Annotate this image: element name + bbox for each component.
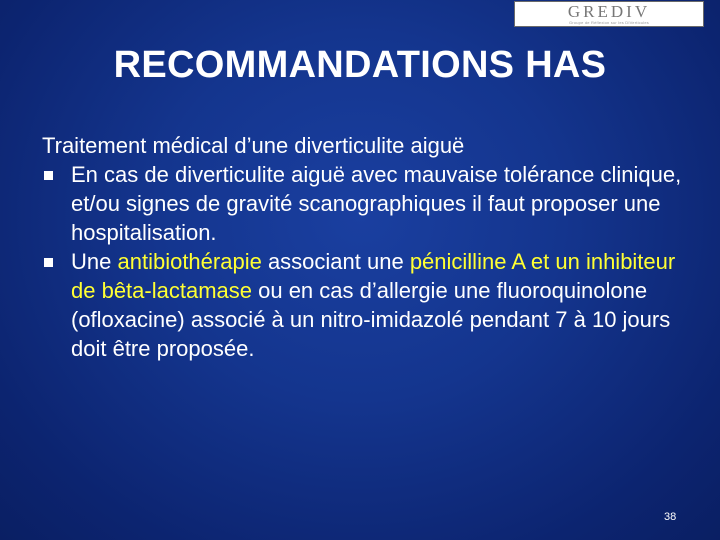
slide-title: RECOMMANDATIONS HAS bbox=[113, 44, 607, 86]
intro-text: Traitement médical d’une diverticulite aiguë bbox=[42, 133, 465, 158]
square-bullet-icon bbox=[44, 258, 53, 267]
bullet-text-segment: ou en cas d’allergie une fluoroquinolone (ofloxacine) associé à un nitro-imidazolé pendant 7 à 10 jours doit être proposée. bbox=[71, 278, 671, 361]
logo-text: GREDIV bbox=[567, 2, 651, 21]
bullet-text: En cas de diverticulite aiguë avec mauvaise tolérance clinique, et/ou signes de gravité scanographiques il faut proposer une hospitalisation. bbox=[71, 162, 682, 245]
square-bullet-icon bbox=[44, 171, 53, 180]
bullet-item-hospitalisation bbox=[42, 160, 682, 247]
page-number: 38 bbox=[664, 511, 677, 523]
bullet-text-segment: Une bbox=[71, 249, 118, 274]
highlight-antibiotherapie: antibiothérapie bbox=[117, 249, 262, 274]
bullet-text-segment: associant une bbox=[261, 249, 410, 274]
highlight-penicilline: pénicilline A et un inhibiteur de bêta-lactamase bbox=[71, 249, 676, 303]
bullet-list bbox=[42, 160, 682, 363]
bullet-item-antibiotherapie bbox=[42, 247, 682, 363]
logo-subtext: Groupe de Réflexion sur les DIVerticules bbox=[568, 20, 650, 25]
grediv-logo bbox=[514, 1, 704, 27]
slide-content bbox=[42, 131, 682, 363]
